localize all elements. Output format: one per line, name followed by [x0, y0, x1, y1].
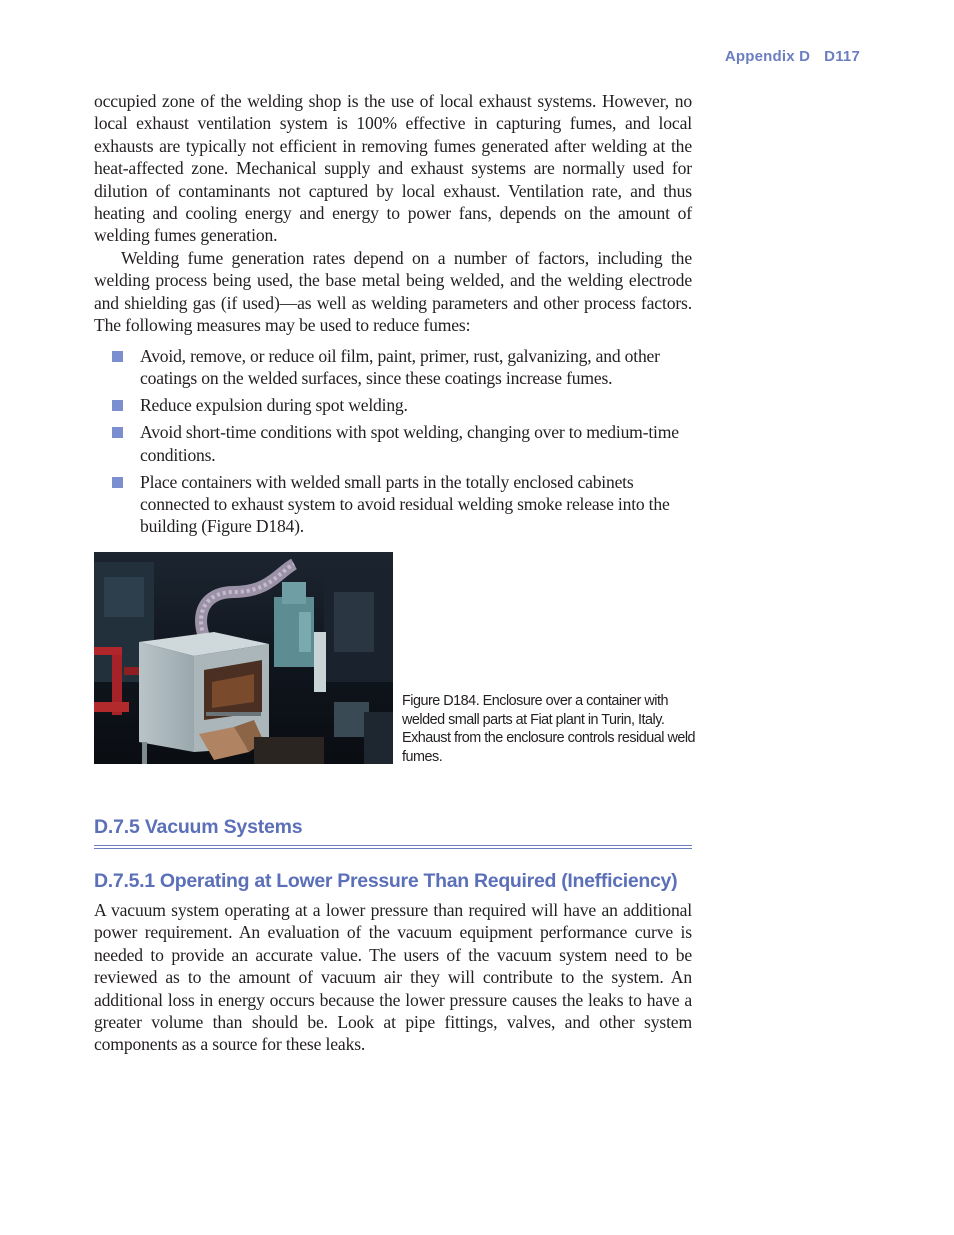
- figure-photo: [94, 552, 393, 764]
- running-head-section: Appendix D: [724, 48, 811, 65]
- bullet-text: Reduce expulsion during spot welding.: [140, 395, 408, 416]
- bullet-item: [94, 471, 692, 538]
- factory-enclosure-photo: [94, 552, 393, 764]
- section-heading: D.7.5 Vacuum Systems: [94, 816, 303, 838]
- bullet-text: Place containers with welded small parts in the totally enclosed cabinets connected to exhaust system to avoid residual welding smoke release into the building (Figure D184).: [140, 471, 670, 537]
- subsection-paragraph: A vacuum system operating at a lower pressure than required will have an additional power requirement. An evaluation of the vacuum equipment performance curve is needed to provide an accurate value. The users of the vacuum system need to be reviewed as to the amount of vacuum air they will contribute to the system. An additional loss in energy occurs because the lower pressure causes the leaks to have a greater volume than should be. Look at pipe fittings, valves, and other system components as a source for these leaks.: [94, 900, 692, 1055]
- square-bullet-icon: [112, 477, 123, 488]
- figure-caption: Figure D184. Enclosure over a container with welded small parts at Fiat plant in Turin, Italy. Exhaust from the enclosure controls residual weld fumes.: [402, 693, 696, 765]
- bullet-list: [94, 345, 692, 542]
- square-bullet-icon: [112, 400, 123, 411]
- bullet-item: [94, 394, 692, 416]
- bullet-text: Avoid short-time conditions with spot welding, changing over to medium-time conditions.: [140, 422, 679, 465]
- body-paragraph-2: Welding fume generation rates depend on a number of factors, including the welding process being used, the base metal being welded, and the welding electrode and shielding gas (if used)—as well as welding parameters and other process factors. The following measures may be used to reduce fumes:: [94, 248, 692, 336]
- square-bullet-icon: [112, 351, 123, 362]
- bullet-item: [94, 421, 692, 466]
- page-number: D117: [824, 48, 860, 65]
- body-paragraph-1: occupied zone of the welding shop is the use of local exhaust systems. However, no local exhaust ventilation system is 100% effective in capturing fumes, and local exhausts are typically not efficient in removing fumes generated after welding at the heat-affected zone. Mechanical supply and exhaust systems are normally used for dilution of contaminants not captured by local exhaust. Ventilation rate, and thus heating and cooling energy and energy to power fans, depends on the amount of welding fumes generation.: [94, 91, 692, 246]
- bullet-item: [94, 345, 692, 390]
- bullet-text: Avoid, remove, or reduce oil film, paint, primer, rust, galvanizing, and other coatings on the welded surfaces, since these coatings increase fumes.: [140, 346, 660, 389]
- section-rule: [94, 845, 692, 849]
- running-head: [700, 48, 860, 65]
- square-bullet-icon: [112, 427, 123, 438]
- subsection-heading: D.7.5.1 Operating at Lower Pressure Than Required (Inefficiency): [94, 870, 678, 892]
